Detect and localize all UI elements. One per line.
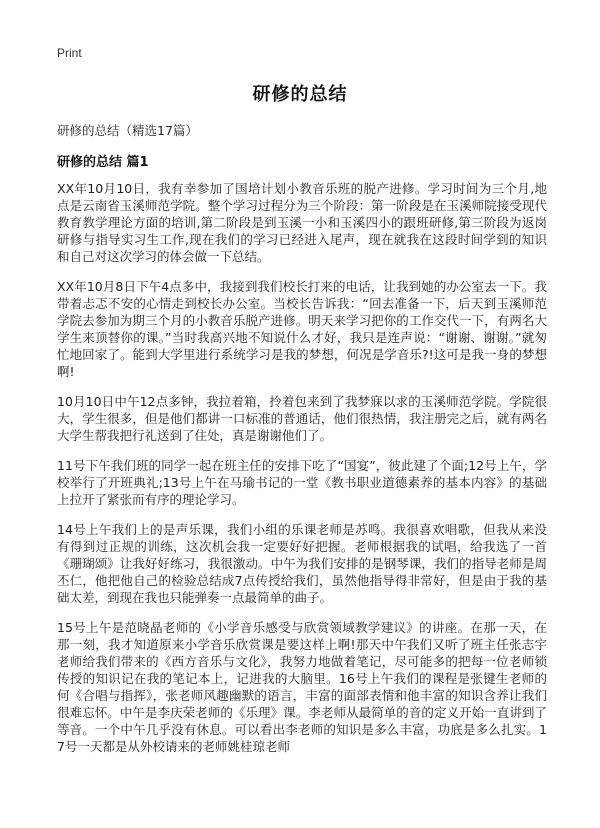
document-subtitle: 研修的总结（精选17篇） xyxy=(57,123,198,138)
section-heading: 研修的总结 篇1 xyxy=(57,155,149,170)
print-link[interactable]: Print xyxy=(57,46,82,60)
paragraph-3: 10月10日中午12点多钟，我拉着箱，拎着包来到了我梦寐以求的玉溪师范学院。学院很大，学生很多，但是他们都讲一口标准的普通话，他们很热情，我注册完之后，就有两名大学生帮我把行礼送到了住处，真是谢谢他们了。 xyxy=(57,394,547,443)
paragraph-5: 14号上午我们上的是声乐课，我们小组的乐课老师是苏鸣。我很喜欢唱歌，但我从来没有得到过正规的训练，这次机会我一定要好好把握。老师根据我的试唱，给我选了一首《珊瑚颂》让我好好练习，我很激动。中午为我们安排的是钢琴课，我们的指导老师是周丕仁，他把他自己的检验总结成7点传授给我们，虽然他指导得非常好，但是由于我的基础太差，到现在我也只能弹奏一点最简单的曲子。 xyxy=(57,522,547,605)
paragraph-2: XX年10月8日下午4点多中，我接到我们校长打来的电话，让我到她的办公室去一下。我带着忐忑不安的心情走到校长办公室。当校长告诉我：“回去准备一下，后天到玉溪师范学院去参加为期三个月的小教音乐脱产进修。明天来学习把你的工作交代一下，有两名大学生来顶替你的课。”当时我高兴地不知说什么才好，我只是连声说：“谢谢、谢谢。”就匆忙地回家了。能到大学里进行系统学习是我的梦想，何况是学音乐?!这可是我一身的梦想啊! xyxy=(57,279,547,379)
document-body xyxy=(57,180,547,768)
paragraph-6: 15号上午是范晓晶老师的《小学音乐感受与欣赏领域教学建议》的讲座。在那一天，在那一刻，我才知道原来小学音乐欣赏课是要这样上啊!那天中午我们又听了班主任张志宇老师给我们带来的《西方音乐与文化》，我努力地做着笔记，尽可能多的把每一位老师锁传授的知识记在我的笔记本上，记进我的大脑里。16号上午我们的课程是张键生老师的何《合唱与指挥》，张老师风趣幽默的语言，丰富的面部表情和他丰富的知识含养让我们很难忘怀。中午是李庆荣老师的《乐理》课。李老师从最简单的音的定义开始一直讲到了等音。一个中午几乎没有休息。可以看出李老师的知识是多么丰富，功底是多么扎实。17号一天都是从外校请来的老师姚桂琼老师 xyxy=(57,620,547,754)
paragraph-4: 11号下午我们班的同学一起在班主任的安排下吃了“国宴”，彼此建了个面;12号上午，学校举行了开班典礼;13号上午在马瑜书记的一堂《教书职业道德素养的基本内容》的基础上拉开了紧张而有序的理论学习。 xyxy=(57,458,547,507)
paragraph-1: XX年10月10日，我有幸参加了国培计划小教音乐班的脱产进修。学习时间为三个月,地点是云南省玉溪师范学院。整个学习过程分为三个阶段：第一阶段是在玉溪师院接受现代教育教学理论方面的培训,第二阶段是到玉溪一小和玉溪四小的跟班研修,第三阶段为返岗研修与指导实习生工作,现在我们的学习已经进入尾声，现在就我在这段时间学到的知识和自己对这次学习的体会做一下总结。 xyxy=(57,181,547,264)
document-title: 研修的总结 xyxy=(252,84,348,105)
